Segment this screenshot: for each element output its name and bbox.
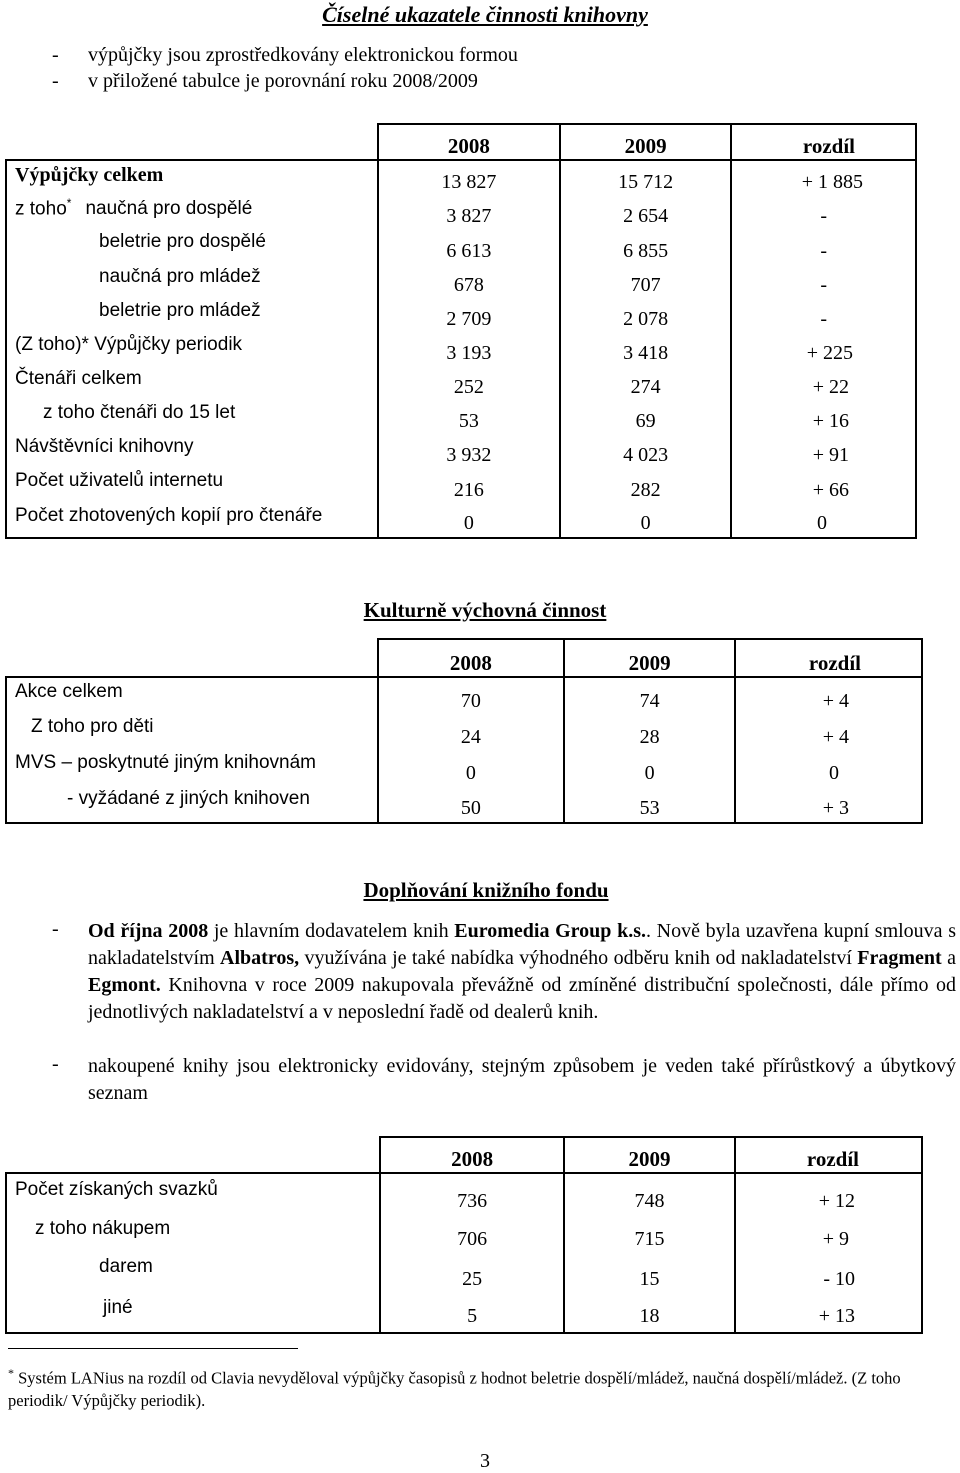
intro-item: - v přiložené tabulce je porovnání roku 2008/2009: [52, 70, 478, 92]
header-2009: 2009: [564, 1137, 735, 1173]
value-2008: 5: [380, 1291, 563, 1333]
row-label: Počet uživatelů internetu: [6, 467, 378, 502]
value-2008: 3 827: [378, 194, 560, 228]
footnote-mark: *: [66, 196, 72, 210]
table-row: [6, 433, 916, 467]
table-row: [6, 1213, 922, 1251]
row-label-prefix: z toho: [15, 198, 67, 220]
value-diff: + 1 885: [731, 160, 916, 194]
table-row: [6, 228, 916, 263]
header-2008: 2008: [380, 1137, 563, 1173]
row-label: Výpůjčky celkem: [6, 160, 378, 194]
header-2008: 2008: [378, 124, 560, 160]
evidence-paragraph: nakoupené knihy jsou elektronicky evidovány, stejným způsobem je veden také přírůstkový a úbytkový seznam: [88, 1055, 956, 1104]
header-2009: 2009: [564, 639, 735, 677]
value-2009: 69: [560, 399, 731, 433]
value-2009: 6 855: [560, 228, 731, 263]
header-diff: rozdíl: [735, 639, 922, 677]
table-header-row: [6, 639, 922, 677]
value-2008: 24: [378, 713, 564, 749]
row-label: Počet získaných svazků: [6, 1173, 380, 1213]
value-diff: + 66: [731, 467, 916, 502]
value-diff: -: [731, 263, 916, 297]
row-label: jiné: [6, 1291, 380, 1333]
table-row: [6, 194, 916, 228]
table-row: [6, 677, 922, 713]
value-2008: 50: [378, 785, 564, 823]
value-2009: 2 078: [560, 297, 731, 331]
table-header-row: [6, 1137, 922, 1173]
value-2009: 748: [564, 1173, 735, 1213]
table-row: [6, 713, 922, 749]
value-2009: 2 654: [560, 194, 731, 228]
row-label: beletrie pro dospělé: [6, 228, 378, 263]
value-diff: - 10: [735, 1251, 922, 1291]
table-row: [6, 297, 916, 331]
value-2008: 53: [378, 399, 560, 433]
value-diff: -: [731, 297, 916, 331]
intro-item-text: v přiložené tabulce je porovnání roku 2008/2009: [88, 70, 478, 92]
table-row: [6, 160, 916, 194]
value-2008: 736: [380, 1173, 563, 1213]
table-row: [6, 1291, 922, 1333]
loans-table: [5, 123, 917, 539]
table-row: [6, 1173, 922, 1213]
header-diff: rozdíl: [731, 124, 916, 160]
value-2009: 274: [560, 365, 731, 399]
value-2008: 70: [378, 677, 564, 713]
table-row: [6, 365, 916, 399]
row-label: Čtenáři celkem: [6, 365, 378, 399]
value-diff: + 225: [731, 331, 916, 365]
row-label: MVS – poskytnuté jiným knihovnám: [6, 749, 378, 785]
value-2009: 15: [564, 1251, 735, 1291]
volumes-table: [5, 1136, 923, 1334]
value-2009: 15 712: [560, 160, 731, 194]
value-2008: 3 193: [378, 331, 560, 365]
row-label: - vyžádané z jiných knihoven: [6, 785, 378, 823]
value-diff: + 4: [735, 713, 922, 749]
table-row: [6, 263, 916, 297]
footnote: [8, 1362, 948, 1412]
value-2009: 0: [564, 749, 735, 785]
value-diff: -: [731, 228, 916, 263]
section-heading: Doplňování knižního fondu: [363, 878, 609, 902]
bullet-dash: -: [52, 1053, 59, 1075]
section-heading: Kulturně výchovná činnost: [363, 598, 607, 622]
bullet-dash: -: [52, 918, 59, 940]
value-diff: 0: [735, 749, 922, 785]
intro-item-text: výpůjčky jsou zprostředkovány elektronickou formou: [88, 44, 518, 66]
value-2009: 74: [564, 677, 735, 713]
value-2008: 252: [378, 365, 560, 399]
value-diff: + 91: [731, 433, 916, 467]
value-diff: + 12: [735, 1173, 922, 1213]
value-2008: 216: [378, 467, 560, 502]
value-2008: 2 709: [378, 297, 560, 331]
value-2008: 706: [380, 1213, 563, 1251]
page-title: Číselné ukazatele činnosti knihovny: [322, 2, 648, 27]
value-2009: 53: [564, 785, 735, 823]
row-label: Návštěvníci knihovny: [6, 433, 378, 467]
value-2009: 0: [560, 502, 731, 538]
value-2009: 18: [564, 1291, 735, 1333]
value-diff: + 9: [735, 1213, 922, 1251]
table-row: [6, 1251, 922, 1291]
value-diff: + 13: [735, 1291, 922, 1333]
table-row: [6, 502, 916, 538]
value-2009: 707: [560, 263, 731, 297]
footnote-separator: [8, 1348, 298, 1349]
acquisition-paragraph: Od října 2008 je hlavním dodavatelem knih Euromedia Group k.s.. Nově byla uzavřena kupní smlouva s nakladatelstvím Albatros, využívána je také nabídka výhodného odběru knih od nakladatelství Fragment a Egmont. Knihovna v roce 2009 nakupovala převážně od zmíněné distribuční společnosti, dále přímo od jednotlivých nakladatelství a v neposlední řadě od dealerů knih.: [88, 920, 956, 1023]
footnote-mark: *: [8, 1366, 14, 1380]
value-2008: 0: [378, 749, 564, 785]
table-row: [6, 785, 922, 823]
value-2008: 13 827: [378, 160, 560, 194]
header-2008: 2008: [378, 639, 564, 677]
row-label: darem: [6, 1251, 380, 1291]
value-2008: 6 613: [378, 228, 560, 263]
row-label: Z toho pro děti: [6, 713, 378, 749]
table-row: [6, 749, 922, 785]
value-2009: 28: [564, 713, 735, 749]
value-diff: -: [731, 194, 916, 228]
row-label: (Z toho)* Výpůjčky periodik: [6, 331, 378, 365]
value-diff: + 22: [731, 365, 916, 399]
value-2008: 678: [378, 263, 560, 297]
row-label: beletrie pro mládež: [6, 297, 378, 331]
value-2009: 282: [560, 467, 731, 502]
row-label: [6, 194, 378, 228]
row-label: z toho nákupem: [6, 1213, 380, 1251]
value-2008: 3 932: [378, 433, 560, 467]
value-diff: + 3: [735, 785, 922, 823]
intro-item: - výpůjčky jsou zprostředkovány elektronickou formou: [52, 44, 518, 66]
value-2008: 0: [378, 502, 560, 538]
culture-table: [5, 638, 923, 824]
row-label: Počet zhotovených kopií pro čtenáře: [6, 502, 378, 538]
header-diff: rozdíl: [735, 1137, 922, 1173]
row-label-text: naučná pro dospělé: [85, 198, 253, 220]
footnote-text: Systém LANius na rozdíl od Clavia nevyděloval výpůjčky časopisů z hodnot beletrie dospělí/mládež, naučná dospělí/mládež. (Z toho periodik/ Výpůjčky periodik).: [8, 1368, 901, 1410]
value-2009: 3 418: [560, 331, 731, 365]
row-label: Akce celkem: [6, 677, 378, 713]
row-label: z toho čtenáři do 15 let: [6, 399, 378, 433]
table-header-row: [6, 124, 916, 160]
header-2009: 2009: [560, 124, 731, 160]
value-diff: + 4: [735, 677, 922, 713]
table-row: [6, 331, 916, 365]
value-2008: 25: [380, 1251, 563, 1291]
value-2009: 715: [564, 1213, 735, 1251]
value-2009: 4 023: [560, 433, 731, 467]
table-row: [6, 399, 916, 433]
row-label: naučná pro mládež: [6, 263, 378, 297]
table-row: [6, 467, 916, 502]
value-diff: + 16: [731, 399, 916, 433]
page-number: 3: [480, 1450, 490, 1472]
value-diff: 0: [731, 502, 916, 538]
